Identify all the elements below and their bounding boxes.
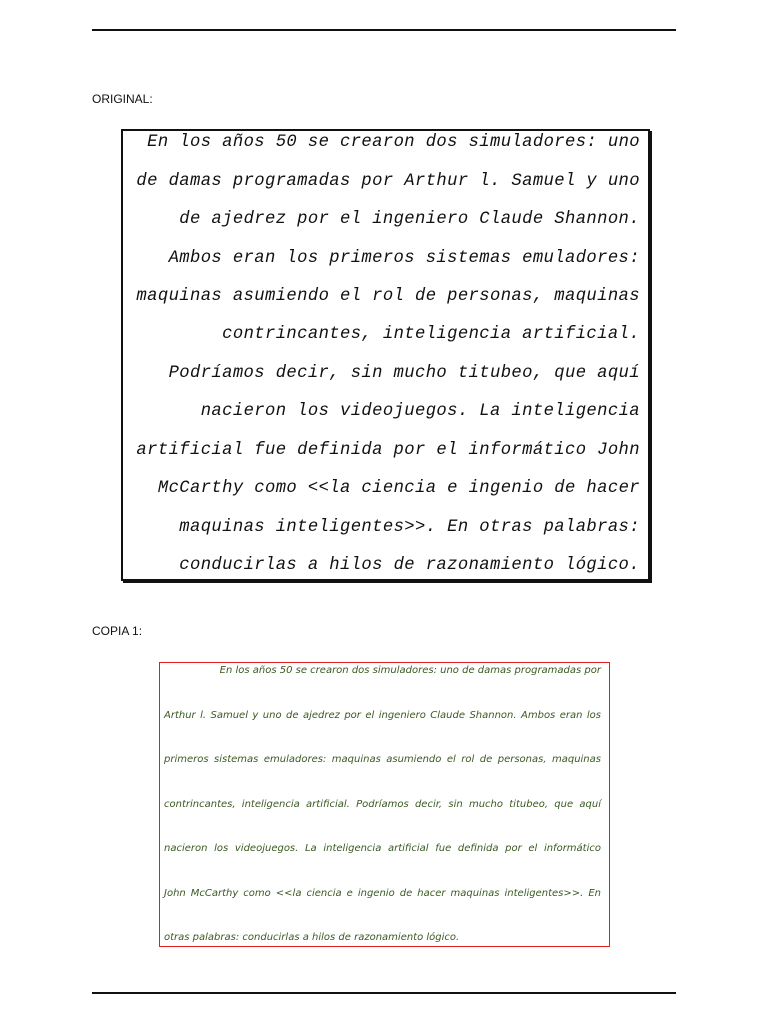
original-line: conducirlas a hilos de razonamiento lógico.	[179, 556, 640, 575]
copy-line: Arthur l. Samuel y uno de ajedrez por el ingeniero Claude Shannon. Ambos eran los	[164, 710, 601, 721]
copy-line: otras palabras: conducirlas a hilos de razonamiento lógico.	[164, 932, 460, 943]
original-line: contrincantes, inteligencia artificial.	[222, 325, 640, 344]
original-line: Podríamos decir, sin mucho titubeo, que aquí	[168, 364, 640, 383]
copy-text-box	[159, 662, 610, 947]
copy-line: En los años 50 se crearon dos simuladores: uno de damas programadas por	[219, 665, 601, 676]
footer-rule	[92, 992, 676, 994]
copy-line: primeros sistemas emuladores: maquinas asumiendo el rol de personas, maquinas	[164, 754, 601, 765]
copy-line: John McCarthy como <<la ciencia e ingenio de hacer maquinas inteligentes>>. En	[164, 888, 601, 899]
original-line: nacieron los videojuegos. La inteligencia	[200, 402, 640, 421]
original-line: artificial fue definida por el informático John	[136, 441, 640, 460]
original-line: maquinas asumiendo el rol de personas, maquinas	[136, 287, 640, 306]
original-line: En los años 50 se crearon dos simuladores: uno	[147, 133, 640, 152]
header-rule	[92, 29, 676, 31]
copy-line: contrincantes, inteligencia artificial. Podríamos decir, sin mucho titubeo, que aquí	[164, 799, 601, 810]
original-label: ORIGINAL:	[92, 92, 153, 106]
copy-line: nacieron los videojuegos. La inteligencia artificial fue definida por el informático	[164, 843, 601, 854]
original-line: de ajedrez por el ingeniero Claude Shannon.	[179, 210, 640, 229]
original-line: McCarthy como <<la ciencia e ingenio de hacer	[157, 479, 640, 498]
original-line: maquinas inteligentes>>. En otras palabras:	[179, 518, 640, 537]
original-text-box	[121, 129, 650, 581]
copy-label: COPIA 1:	[92, 624, 143, 638]
original-line: de damas programadas por Arthur l. Samuel y uno	[136, 172, 640, 191]
original-line: Ambos eran los primeros sistemas emuladores:	[168, 249, 640, 268]
